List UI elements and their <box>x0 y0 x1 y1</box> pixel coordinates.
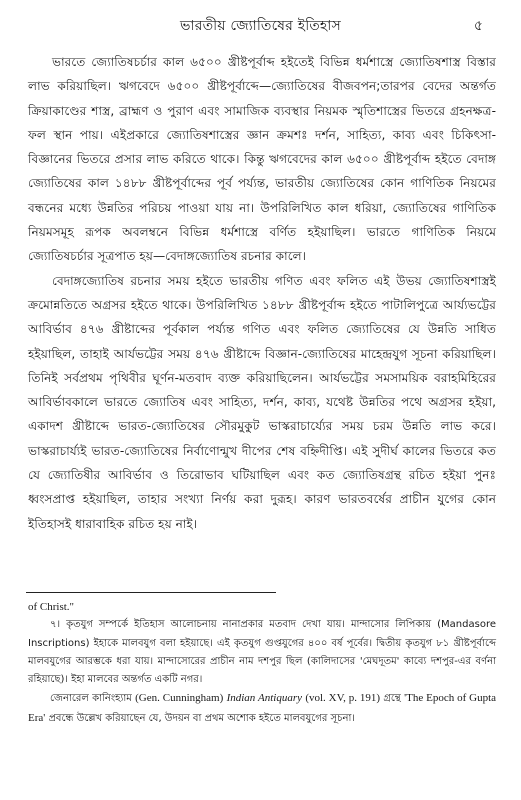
footnote-citation <box>28 689 496 728</box>
main-text <box>28 50 496 536</box>
citation-article: 'The Epoch of Gupta Era' <box>28 692 497 724</box>
paragraph-1: ভারতে জ্যোতিষচর্চার কাল ৬৫০০ খ্রীষ্টপূর্বাব্দ হইতেই বিভিন্ন ধর্মশাস্ত্রে জ্যোতিষশাস্ত্র বিস্তার লাভ করিয়াছিল। ঋগবেদে ৬৫০০ খ্রীষ্টপূর্বাব্দে—জ্যোতিষের বীজবপন;তারপর বেদের অন্তর্গত ক্রিয়াকাণ্ডের শাস্ত্র, ব্রাহ্মণ ও পুরাণ এবং সামাজিক ব্যবস্থার নিয়মক স্মৃতিশাস্ত্রের ভিতরে গ্রহনক্ষত্র-ফল স্থান পায়। এইপ্রকারে জ্যোতিষশাস্ত্রের জ্ঞান ক্রমশঃ দর্শন, সাহিত্য, কাব্য এবং চিকিৎসা-বিজ্ঞানের ভিতরে প্রসার লাভ করিতে থাকে। কিন্তু ঋগবেদের কাল ৬৫০০ খ্রীষ্টপূর্বাব্দ হইতে বেদাঙ্গ জ্যোতিষের কাল ১৪৮৮ খ্রীষ্টপূর্বাব্দের পূর্ব পর্য্যন্ত, ভারতীয় জ্যোতিষের কোন গাণিতিক নিয়মের বন্ধনের মধ্যে উন্নতির পরিচয় পাওয়া যায় না। উপরিলিখিত কাল ধরিয়া, জ্যোতিষের গাণিতিক নিয়মসমূহ রূপক অবলম্বনে বিভিন্ন ধর্মশাস্ত্রে বর্ণিত হইয়াছিল। ভারতে গাণিতিক নিয়মে জ্যোতিষচর্চার সূত্রপাত হয়—বেদাঙ্গজ্যোতিষ রচনার কালে। <box>28 55 496 264</box>
page-number: ৫ <box>473 18 483 34</box>
footnote-7: ৭। কৃতযুগ সম্পর্কে ইতিহাস আলোচনায় নানাপ্রকার মতবাদ দেখা যায়। মান্দাসোর লিপিকায় (Mandasore Inscriptions) ইহাকে মালবযুগ বলা হইয়াছে। এই কৃতযুগ গুপ্তযুগের ৪০০ বর্ষ পূর্বের। দ্বিতীয় কৃতযুগ ৮১ খ্রীষ্টপূর্বাব্দে মালবযুগের আরম্ভকে ধরা যায়। মান্দাসোরের প্রাচীন নাম দশপুর ছিল (কালিদাসের 'মেঘদূতম' কাব্যে দশপুর-এর বর্ণনা রহিয়াছে)। ইহা মালবের অন্তর্গত একটি নগর। <box>28 619 496 686</box>
citation-grantha: গ্রন্থে <box>383 693 401 705</box>
page-header <box>30 14 491 38</box>
footnote-divider <box>26 592 276 593</box>
citation-rest: প্রবন্ধে উল্লেখ করিয়াছেন যে, উদয়ন বা প্রথম অশোক হইতে মালবযুগের সূচনা। <box>48 712 355 724</box>
citation-volume: (vol. XV, p. 191) <box>305 692 381 705</box>
paragraph-2: বেদাঙ্গজ্যোতিষ রচনার সময় হইতে ভারতীয় গণিত এবং ফলিত এই উভয় জ্যোতিষশাস্ত্রই ক্রমোন্নতিতে অগ্রসর হইতে থাকে। উপরিলিখিত ১৪৮৮ খ্রীষ্টপূর্বাব্দ হইতে পাটালিপুত্রে আর্য্যভট্টের আবির্ভাব ৪৭৬ খ্রীষ্টাব্দের পূর্বকাল পর্য্যন্ত গণিত এবং ফলিত জ্যোতিষের যে উন্নতি সাধিত হইয়াছিল, তাহাই আর্যভট্টের সময় ৪৭৬ খ্রীষ্টাব্দে বিজ্ঞান-জ্যোতিষের মাহেন্দ্রযুগ সূচনা করিয়াছিল। তিনিই সর্বপ্রথম পৃথিবীর ঘূর্ণন-মতবাদ ব্যক্ত করিয়াছিলেন। আর্যভট্টের সমসাময়িক বরাহমিহিরের আবির্ভাবকালে ভারতে জ্যোতিষ এবং সাহিত্য, দর্শন, কাব্য, যথেষ্ট উন্নতির পথে অগ্রসর হইয়া, একাদশ খ্রীষ্টাব্দে ভারত-জ্যোতিষের সৌরমুকুট ভাস্করাচার্য্যের সময় চরম উন্নতি লাভ করে। ভাস্করাচার্য্যই ভারত-জ্যোতিষের নির্বাণোন্মুখ দীপের শেষ বহ্নিদীপ্তি। এই সুদীর্ঘ কালের ভিতরে কত যে জ্যোতিষীর আবির্ভাব ও তিরোভাব ঘটিয়াছিল এবং কত জ্যোতিষগ্রন্থ রচিত হইয়া পুনঃ ধ্বংসপ্রাপ্ত হইয়াছিল, তাহার সংখ্যা নির্ণয় করা দুরূহ। কারণ ভারতবর্ষের প্রাচীন যুগের কোন ইতিহাসই ধারাবাহিক রচিত হয় নাই। <box>28 273 496 531</box>
citation-author: (Gen. Cunningham) <box>135 692 224 705</box>
footnote-continuation: of Christ." <box>28 601 75 613</box>
citation-journal: Indian Antiquary <box>226 692 302 705</box>
citation-prefix: জেনারেল কানিংহ্যাম <box>50 693 132 705</box>
running-title: ভারতীয় জ্যোতিষের ইতিহাস <box>180 18 341 34</box>
footnotes <box>28 598 496 728</box>
